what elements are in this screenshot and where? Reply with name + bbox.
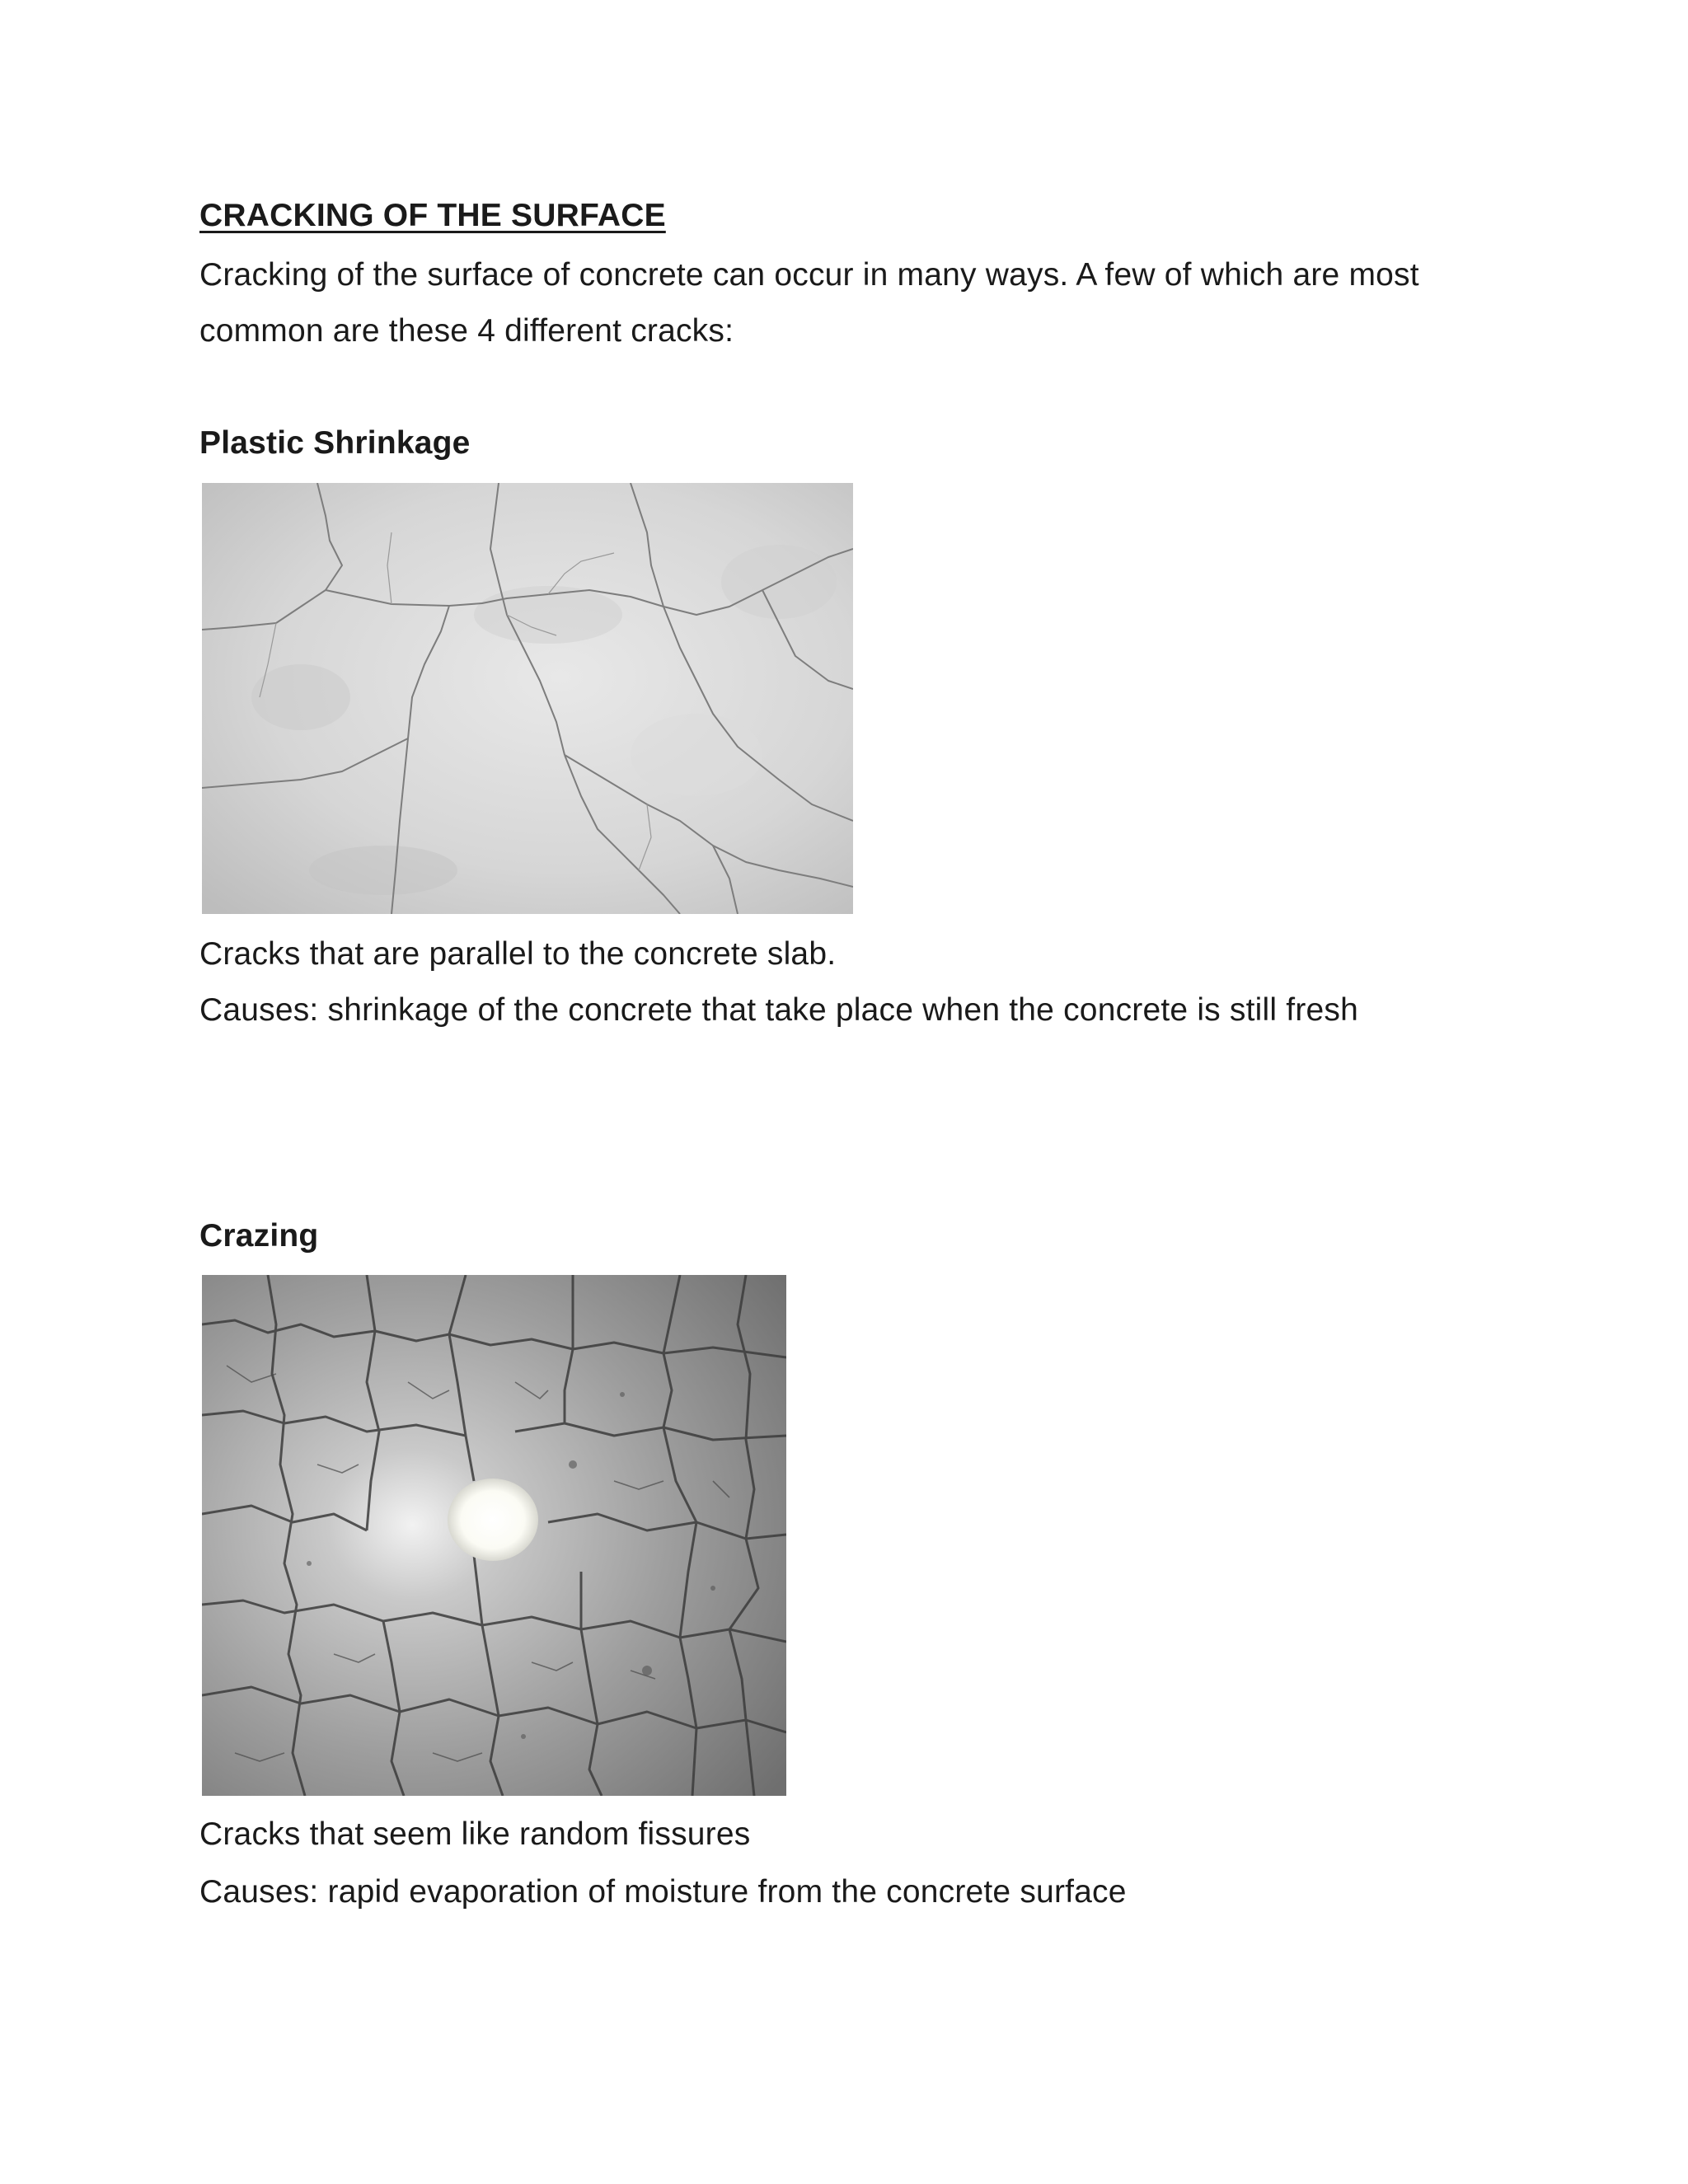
crazing-causes: Causes: rapid evaporation of moisture from the concrete surface [199, 1874, 1127, 1910]
crazing-photo [202, 1275, 786, 1796]
intro-line-1: Cracking of the surface of concrete can occur in many ways. A few of which are most [199, 257, 1419, 293]
page-heading: CRACKING OF THE SURFACE [199, 198, 666, 233]
intro-line-2: common are these 4 different cracks: [199, 313, 734, 349]
plastic-shrinkage-description: Cracks that are parallel to the concrete slab. [199, 936, 837, 972]
plastic-shrinkage-photo [202, 483, 853, 914]
section-title-crazing: Crazing [199, 1218, 319, 1254]
crazing-description: Cracks that seem like random fissures [199, 1816, 751, 1852]
plastic-shrinkage-causes: Causes: shrinkage of the concrete that take place when the concrete is still fresh [199, 992, 1358, 1028]
section-title-plastic-shrinkage: Plastic Shrinkage [199, 425, 471, 461]
